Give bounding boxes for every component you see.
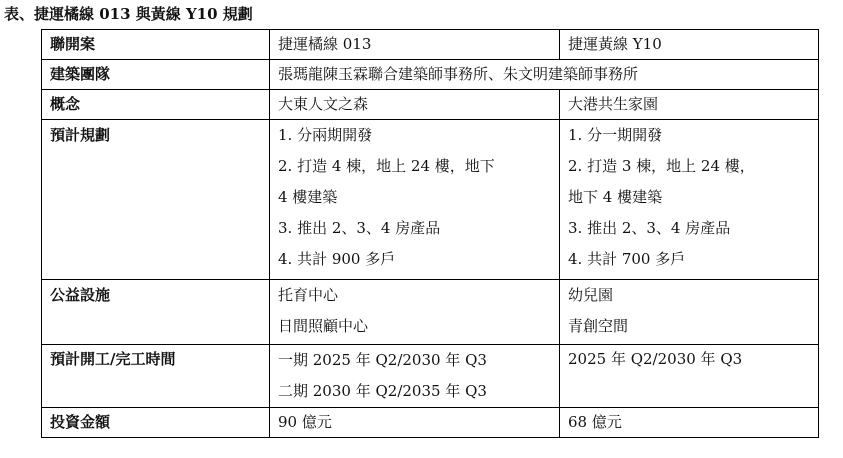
facilities-label-cell	[42, 280, 270, 345]
schedule-orange-line-1: 一期 2025 年 Q2/2030 年 Q3	[278, 351, 487, 369]
header-label-cell: 聯開案	[42, 30, 270, 60]
investment-yellow-cell: 68 億元	[560, 408, 819, 438]
plan-yellow-line-3: 地下 4 樓建築	[568, 188, 663, 206]
facilities-orange-line-2: 日間照顧中心	[278, 317, 369, 335]
plan-orange-line-1: 1. 分兩期開發	[278, 126, 373, 144]
table-row-schedule	[42, 345, 819, 408]
plan-orange-line-5: 4. 共計 900 多戶	[278, 250, 396, 268]
facilities-orange-line-1: 托育中心	[278, 286, 339, 304]
plan-orange-cell	[270, 120, 560, 280]
table-row-facilities	[42, 280, 819, 345]
plan-yellow-line-5: 4. 共計 700 多戶	[568, 250, 686, 268]
facilities-orange-cell	[270, 280, 560, 345]
plan-yellow-line-4: 3. 推出 2、3、4 房產品	[568, 219, 731, 237]
plan-yellow-cell	[560, 120, 819, 280]
table-row-concept	[42, 90, 819, 120]
header-orange-line-cell: 捷運橘線 013	[270, 30, 560, 60]
plan-orange-line-3: 4 樓建築	[278, 188, 338, 206]
table-caption: 表、捷運橘線 013 與黃線 Y10 規劃	[4, 5, 253, 23]
plan-label: 預計規劃	[50, 126, 111, 144]
table-row-architect	[42, 60, 819, 90]
concept-label-cell: 概念	[42, 90, 270, 120]
concept-orange-cell: 大東人文之森	[270, 90, 560, 120]
schedule-label-cell: 預計開工/完工時間	[42, 345, 270, 408]
table-row-header	[42, 30, 819, 60]
header-yellow-line-cell: 捷運黃線 Y10	[560, 30, 819, 60]
table-row-investment	[42, 408, 819, 438]
schedule-orange-line-2: 二期 2030 年 Q2/2035 年 Q3	[278, 382, 487, 400]
schedule-yellow-cell: 2025 年 Q2/2030 年 Q3	[560, 345, 819, 408]
architect-value-cell: 張瑪龍陳玉霖聯合建築師事務所、朱文明建築師事務所	[270, 60, 819, 90]
plan-yellow-line-1: 1. 分一期開發	[568, 126, 663, 144]
facilities-yellow-line-2: 青創空間	[568, 317, 629, 335]
schedule-orange-cell	[270, 345, 560, 408]
architect-label-cell: 建築團隊	[42, 60, 270, 90]
facilities-yellow-line-1: 幼兒園	[568, 286, 614, 304]
investment-label-cell: 投資金額	[42, 408, 270, 438]
facilities-yellow-cell	[560, 280, 819, 345]
concept-yellow-cell: 大港共生家園	[560, 90, 819, 120]
plan-label-cell	[42, 120, 270, 280]
investment-orange-cell: 90 億元	[270, 408, 560, 438]
plan-orange-line-4: 3. 推出 2、3、4 房產品	[278, 219, 441, 237]
plan-yellow-line-2: 2. 打造 3 棟，地上 24 樓，	[568, 157, 755, 175]
project-comparison-table	[41, 29, 819, 438]
plan-orange-line-2: 2. 打造 4 棟，地上 24 樓，地下	[278, 157, 495, 175]
facilities-label: 公益設施	[50, 286, 111, 304]
table-row-plan	[42, 120, 819, 280]
